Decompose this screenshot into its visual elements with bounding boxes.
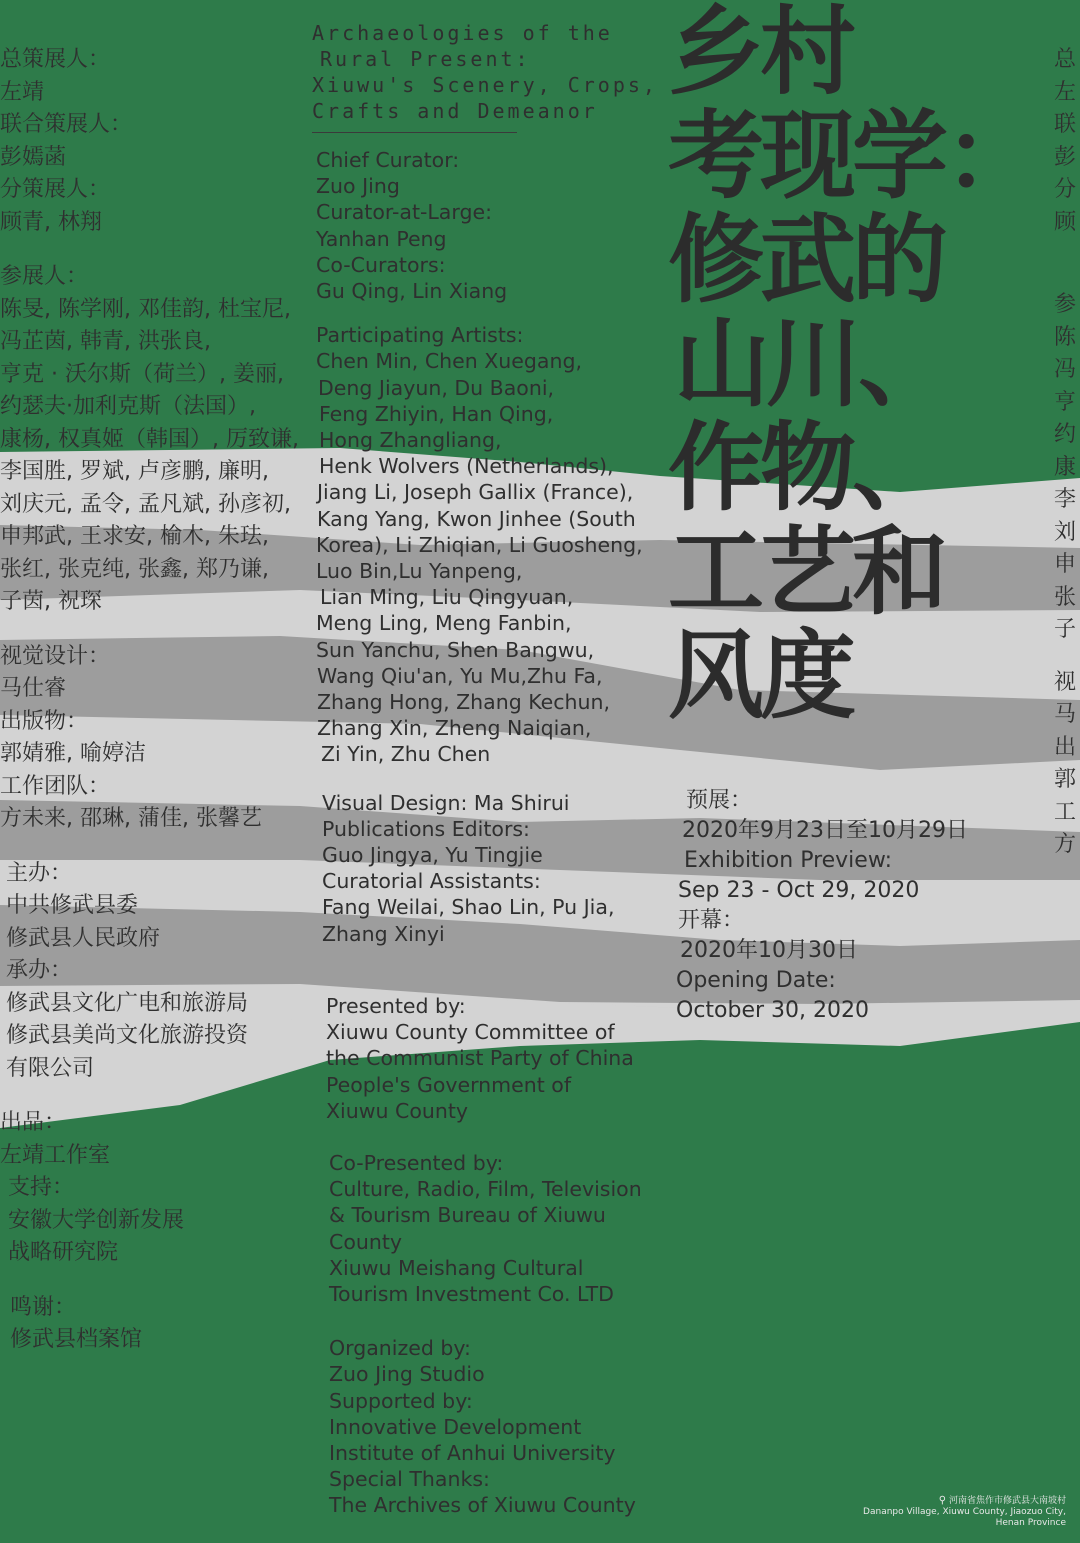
edge-char: 出	[1054, 734, 1077, 760]
copresented-line-en: County	[329, 1229, 403, 1254]
edge-char: 陈	[1054, 324, 1077, 350]
english-title	[312, 20, 662, 124]
chief-curator-label: 总策展人：	[0, 47, 111, 72]
edge-char: 彭	[1054, 144, 1077, 170]
curators-block	[312, 147, 662, 304]
opening-date-en: October 30, 2020	[676, 998, 870, 1023]
copresented-line-en: & Tourism Bureau of Xiuwu	[329, 1203, 606, 1228]
copresented-block	[312, 1150, 662, 1307]
title-line: 乡村	[668, 0, 852, 108]
credit-line-en: Publications Editors:	[322, 816, 530, 841]
edge-char: 子	[1054, 617, 1077, 642]
edge-char: 参	[1054, 292, 1077, 317]
organized-line-en: Innovative Development	[329, 1414, 582, 1439]
artist-line-en: Luo Bin,Lu Yanpeng,	[316, 559, 523, 584]
curator-line: Co-Curators:	[316, 252, 446, 277]
edge-char: 工	[1054, 799, 1077, 825]
edge-char: 申	[1054, 552, 1077, 577]
edge-char: 郭	[1054, 767, 1077, 792]
supported-label: 支持：	[8, 1175, 75, 1200]
organized-line-en: Organized by:	[329, 1336, 471, 1361]
artist-line-en: Zhang Xin, Zheng Naiqian,	[317, 716, 592, 741]
organized-line-en: Institute of Anhui University	[329, 1440, 616, 1465]
credit-line-en: Guo Jingya, Yu Tingjie	[322, 843, 543, 868]
edge-char: 总	[1054, 47, 1077, 72]
opening-date-cn: 2020年10月30日	[680, 938, 858, 963]
opening-label-cn: 开幕：	[678, 908, 745, 933]
organized-line-en: Supported by:	[329, 1388, 473, 1413]
artist-line-en: Deng Jiayun, Du Baoni,	[318, 375, 555, 400]
copresented-line: 修武县美尚文化旅游投资	[6, 1023, 249, 1048]
edge-char: 亨	[1054, 389, 1077, 415]
curator-line: Yanhan Peng	[316, 226, 447, 251]
title-line: 修武的	[668, 204, 944, 316]
curator-line: Gu Qing, Lin Xiang	[316, 279, 508, 304]
edge-char: 方	[1054, 832, 1077, 857]
presented-line-en: the Communist Party of China	[326, 1046, 634, 1071]
edge-char: 张	[1054, 584, 1077, 610]
copresented-line-en: Tourism Investment Co. LTD	[329, 1281, 614, 1306]
location-pin-icon: ⚲	[938, 1495, 947, 1506]
curator-at-large-label: 联合策展人：	[0, 112, 133, 137]
credit-line-en: Visual Design: Ma Shirui	[322, 790, 570, 815]
english-title-line: Xiuwu's Scenery, Crops,	[312, 73, 658, 97]
edge-char: 马	[1054, 702, 1077, 727]
presented-block	[312, 993, 662, 1124]
presented-line-en: Presented by:	[326, 993, 466, 1018]
artist-line-en: Sun Yanchu, Shen Bangwu,	[316, 637, 595, 662]
address-en-line1: Dananpo Village, Xiuwu County, Jiaozuo City,	[863, 1507, 1066, 1517]
title-line: 风度	[668, 620, 852, 732]
opening-label-en: Opening Date:	[676, 968, 836, 993]
artist-line-en: Henk Wolvers (Netherlands),	[319, 454, 614, 479]
title-line: 作物、	[668, 412, 944, 524]
artists-label: 参展人：	[0, 264, 89, 289]
middle-credits-column	[312, 20, 662, 1519]
co-curators-label: 分策展人：	[0, 177, 111, 202]
edge-char: 左	[1054, 79, 1077, 105]
edge-char: 约	[1054, 422, 1077, 447]
publications: 郭婧雅, 喻婷洁	[0, 741, 146, 766]
visual-design-label: 视觉设计：	[0, 643, 111, 669]
edge-char: 联	[1054, 112, 1077, 137]
title-line: 考现学：	[668, 100, 1036, 212]
title-line: 工艺和	[668, 516, 944, 628]
credit-line-en: Curatorial Assistants:	[322, 869, 541, 894]
copresented-line-en: Co-Presented by:	[329, 1150, 504, 1175]
address-cn-line	[863, 1495, 1066, 1507]
organized-line-en: Special Thanks:	[329, 1467, 490, 1492]
artist-line-en: Wang Qiu'an, Yu Mu,Zhu Fa,	[317, 663, 603, 688]
address-en-line2: Henan Province	[995, 1518, 1066, 1528]
curator-line: Curator-at-Large:	[316, 200, 492, 225]
artist-line: 张红, 张克纯, 张鑫, 郑乃谦,	[0, 556, 269, 582]
artist-line: 子茵, 祝琛	[0, 589, 102, 614]
artist-line: 约瑟夫·加利克斯（法国）,	[0, 394, 256, 419]
chinese-title	[668, 0, 1080, 732]
thanks: 修武县档案馆	[10, 1327, 143, 1352]
credit-line-en: Fang Weilai, Shao Lin, Pu Jia,	[322, 895, 615, 920]
presented-line-en: People's Government of	[326, 1072, 572, 1097]
artist-line-en: Zi Yin, Zhu Chen	[321, 742, 491, 767]
credits-block	[312, 790, 662, 947]
artists-label-en: Participating Artists:	[316, 323, 524, 348]
artist-line: 康杨, 权真姬（韩国）, 厉致谦,	[0, 426, 299, 452]
artist-line-en: Zhang Hong, Zhang Kechun,	[317, 690, 611, 715]
curator-line: Chief Curator:	[316, 148, 460, 172]
artist-line-en: Meng Ling, Meng Fanbin,	[316, 611, 572, 636]
organized-line-en: Zuo Jing Studio	[329, 1362, 485, 1387]
supported-line: 战略研究院	[8, 1240, 119, 1265]
artist-line: 申邦武, 王求安, 榆木, 朱珐,	[0, 524, 269, 549]
publications-label: 出版物：	[0, 708, 89, 734]
preview-date-cn: 2020年9月23日至10月29日	[682, 818, 968, 843]
curator-at-large: 彭嫣菡	[0, 144, 67, 170]
organized-label: 出品：	[0, 1110, 67, 1135]
artist-line-en: Feng Zhiyin, Han Qing,	[319, 401, 554, 426]
artist-line-en: Jiang Li, Joseph Gallix (France),	[317, 480, 634, 505]
artist-line-en: Hong Zhangliang,	[319, 428, 502, 453]
curator-line: Zuo Jing	[316, 174, 400, 199]
artist-line-en: Kang Yang, Kwon Jinhee (South	[317, 506, 636, 531]
left-credits-column	[0, 44, 312, 1357]
preview-label-cn: 预展：	[686, 788, 753, 813]
thanks-label: 鸣谢：	[10, 1294, 77, 1320]
presented-line: 中共修武县委	[6, 893, 139, 918]
presented-line: 修武县人民政府	[6, 925, 161, 951]
artist-line: 李国胜, 罗斌, 卢彦鹏, 廉明,	[0, 459, 269, 484]
presented-line-en: Xiuwu County Committee of	[326, 1020, 615, 1045]
edge-char: 顾	[1054, 209, 1077, 235]
preview-label-en: Exhibition Preview:	[684, 848, 893, 873]
edge-char: 分	[1054, 177, 1077, 202]
artist-line: 刘庆元, 孟令, 孟凡斌, 孙彦初,	[0, 491, 291, 517]
supported-line: 安徽大学创新发展	[8, 1207, 185, 1233]
edge-char: 视	[1054, 669, 1077, 695]
team: 方未来, 邵琳, 蒲佳, 张馨艺	[0, 806, 262, 831]
venue-address	[863, 1495, 1066, 1529]
copresented-label: 承办：	[6, 958, 73, 983]
address-cn: 河南省焦作市修武县大南坡村	[948, 1496, 1066, 1506]
edge-char: 冯	[1054, 357, 1077, 382]
copresented-line-en: Culture, Radio, Film, Television	[329, 1177, 642, 1202]
team-label: 工作团队：	[0, 773, 111, 799]
credit-line-en: Zhang Xinyi	[322, 921, 445, 946]
english-title-line: Crafts and Demeanor	[312, 99, 598, 123]
english-title-line: Archaeologies of the	[312, 21, 613, 45]
edge-char: 康	[1054, 454, 1077, 480]
artist-line: 亨克 · 沃尔斯（荷兰）, 姜丽,	[0, 361, 284, 387]
copresented-line: 修武县文化广电和旅游局	[6, 990, 249, 1016]
organized: 左靖工作室	[0, 1142, 111, 1168]
chief-curator: 左靖	[0, 79, 45, 105]
title-line: 山川、	[674, 308, 950, 420]
english-title-line: Rural Present:	[320, 47, 531, 71]
co-curators: 顾青, 林翔	[0, 209, 102, 235]
artist-line-en: Chen Min, Chen Xuegang,	[316, 349, 583, 374]
copresented-line: 有限公司	[6, 1055, 95, 1081]
visual-design: 马仕睿	[0, 676, 67, 701]
edge-char: 刘	[1054, 519, 1077, 545]
artist-line: 冯芷茵, 韩青, 洪张良,	[0, 329, 211, 354]
artist-line-en: Korea), Li Zhiqian, Li Guosheng,	[316, 532, 643, 557]
title-divider	[312, 132, 517, 133]
presented-line-en: Xiuwu County	[326, 1098, 469, 1123]
artists-block	[312, 322, 662, 767]
artist-line-en: Lian Ming, Liu Qingyuan,	[320, 585, 574, 610]
organized-line-en: The Archives of Xiuwu County	[329, 1493, 636, 1518]
artist-line: 陈旻, 陈学刚, 邓佳韵, 杜宝尼,	[0, 296, 291, 322]
organized-block	[312, 1335, 662, 1518]
preview-date-en: Sep 23 - Oct 29, 2020	[678, 878, 920, 903]
dates-column	[676, 786, 1036, 1026]
presented-label: 主办：	[6, 860, 73, 886]
copresented-line-en: Xiuwu Meishang Cultural	[329, 1255, 584, 1280]
edge-char: 李	[1054, 487, 1077, 512]
